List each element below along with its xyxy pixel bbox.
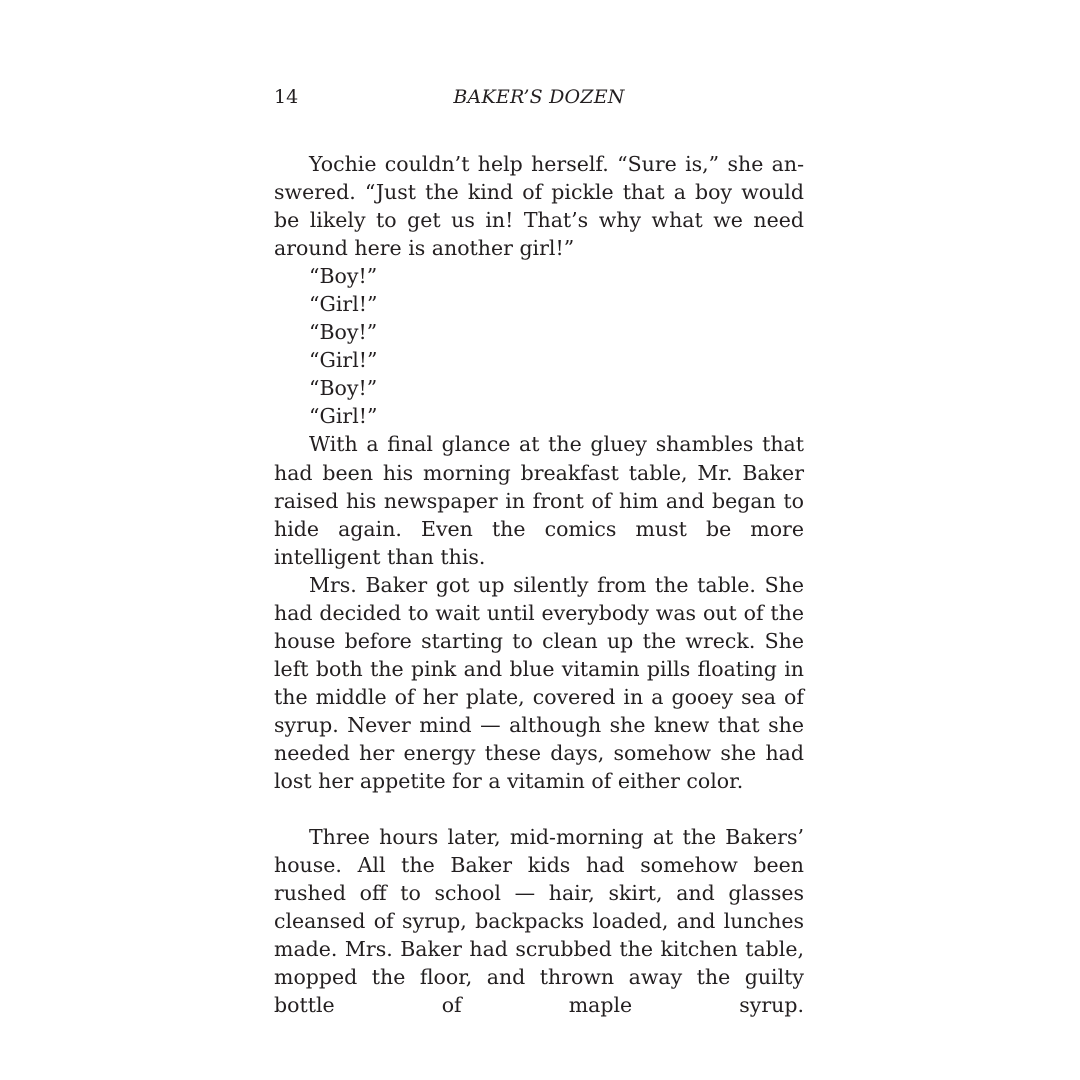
dialogue-line: “Girl!” xyxy=(309,404,378,429)
page-header xyxy=(274,84,804,110)
page-number: 14 xyxy=(274,86,299,108)
dialogue-line: “Girl!” xyxy=(309,348,378,373)
dialogue-line: “Girl!” xyxy=(309,292,378,317)
section-break xyxy=(274,795,804,823)
dialogue-line: “Boy!” xyxy=(309,376,378,401)
dialogue-line: “Boy!” xyxy=(309,320,378,345)
body-text xyxy=(274,150,804,1019)
paragraph: With a final glance at the gluey shambles that had been his morning breakfast table, Mr. Baker raised his newspaper in front of him and began to hide again. Even the comics must be more intelligent than this. xyxy=(274,432,804,569)
running-head: BAKER’S DOZEN xyxy=(453,86,625,108)
paragraph: Three hours later, mid-morning at the Bakers’ house. All the Baker kids had somehow been rushed off to school — hair, skirt, and glasses cleansed of syrup, backpacks loaded, and lunches made. Mrs. Baker had scrubbed the kitchen table, mopped the floor, and thrown away the guilty bottle of maple syrup. xyxy=(274,825,804,1018)
paragraph: Mrs. Baker got up silently from the table. She had decided to wait until everybody was out of the house before starting to clean up the wreck. She left both the pink and blue vitamin pills floating in the middle of her plate, covered in a gooey sea of syrup. Never mind — although she knew that she needed her energy these days, somehow she had lost her appetite for a vitamin of either color. xyxy=(274,572,804,794)
paragraph: Yochie couldn’t help herself. “Sure is,” she answered. “Just the kind of pickle that a boy would be likely to get us in! That’s why what we need around here is another girl!” xyxy=(274,152,804,261)
dialogue-line: “Boy!” xyxy=(309,264,378,289)
book-page xyxy=(274,0,804,1080)
